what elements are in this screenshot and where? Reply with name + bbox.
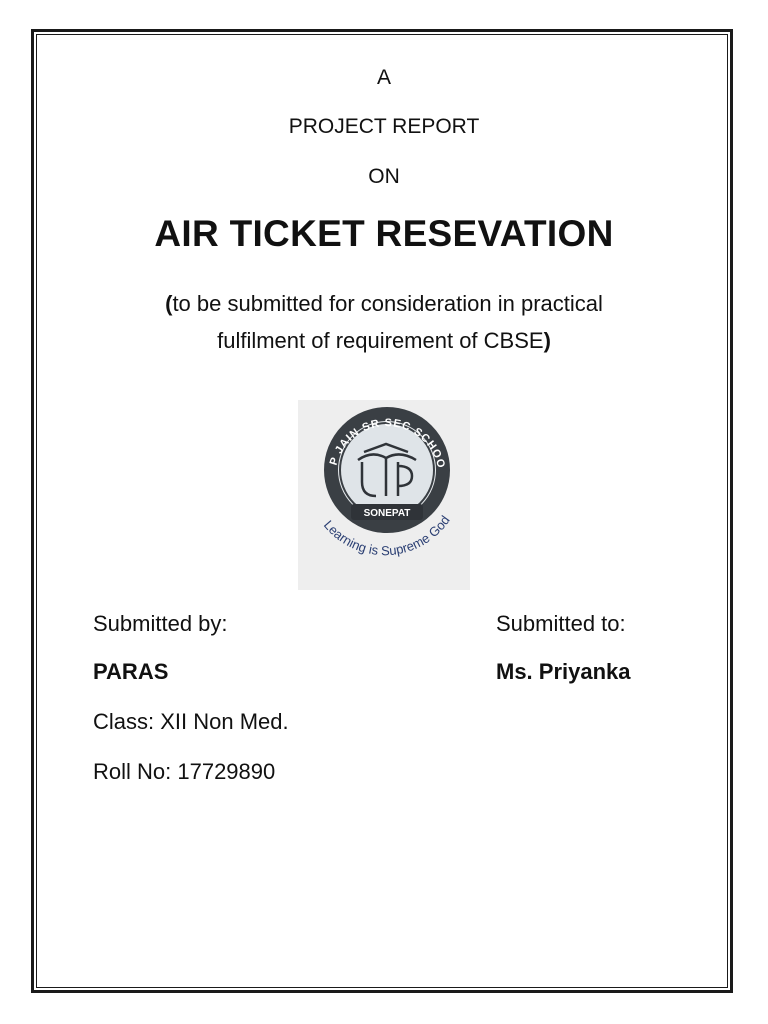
school-logo <box>298 400 470 590</box>
report-subtitle <box>0 285 768 359</box>
subtitle-line-2: fulfilment of requirement of CBSE <box>217 328 544 353</box>
heading-a: A <box>376 66 391 89</box>
school-logo-emblem <box>298 400 470 590</box>
submitted-to-label: Submitted to: <box>496 611 626 636</box>
subtitle-close-paren: ) <box>543 328 551 353</box>
subtitle-line-1: to be submitted for consideration in practical <box>172 291 603 316</box>
student-roll-number: Roll No: 17729890 <box>93 759 276 784</box>
heading-project-report: PROJECT REPORT <box>288 115 480 138</box>
logo-school-name: P JAIN SR SEC SCHOO <box>327 417 448 471</box>
submitted-to-name: Ms. Priyanka <box>496 659 631 684</box>
submitted-by-name: PARAS <box>93 659 169 684</box>
logo-city-text: SONEPAT <box>363 508 411 519</box>
report-title: AIR TICKET RESEVATION <box>154 213 614 254</box>
subtitle-open-paren: ( <box>165 291 173 316</box>
student-class: Class: XII Non Med. <box>93 709 289 734</box>
heading-on: ON <box>368 165 400 188</box>
submitted-by-label: Submitted by: <box>93 611 228 636</box>
logo-motto: Learning is Supreme God <box>320 512 453 559</box>
